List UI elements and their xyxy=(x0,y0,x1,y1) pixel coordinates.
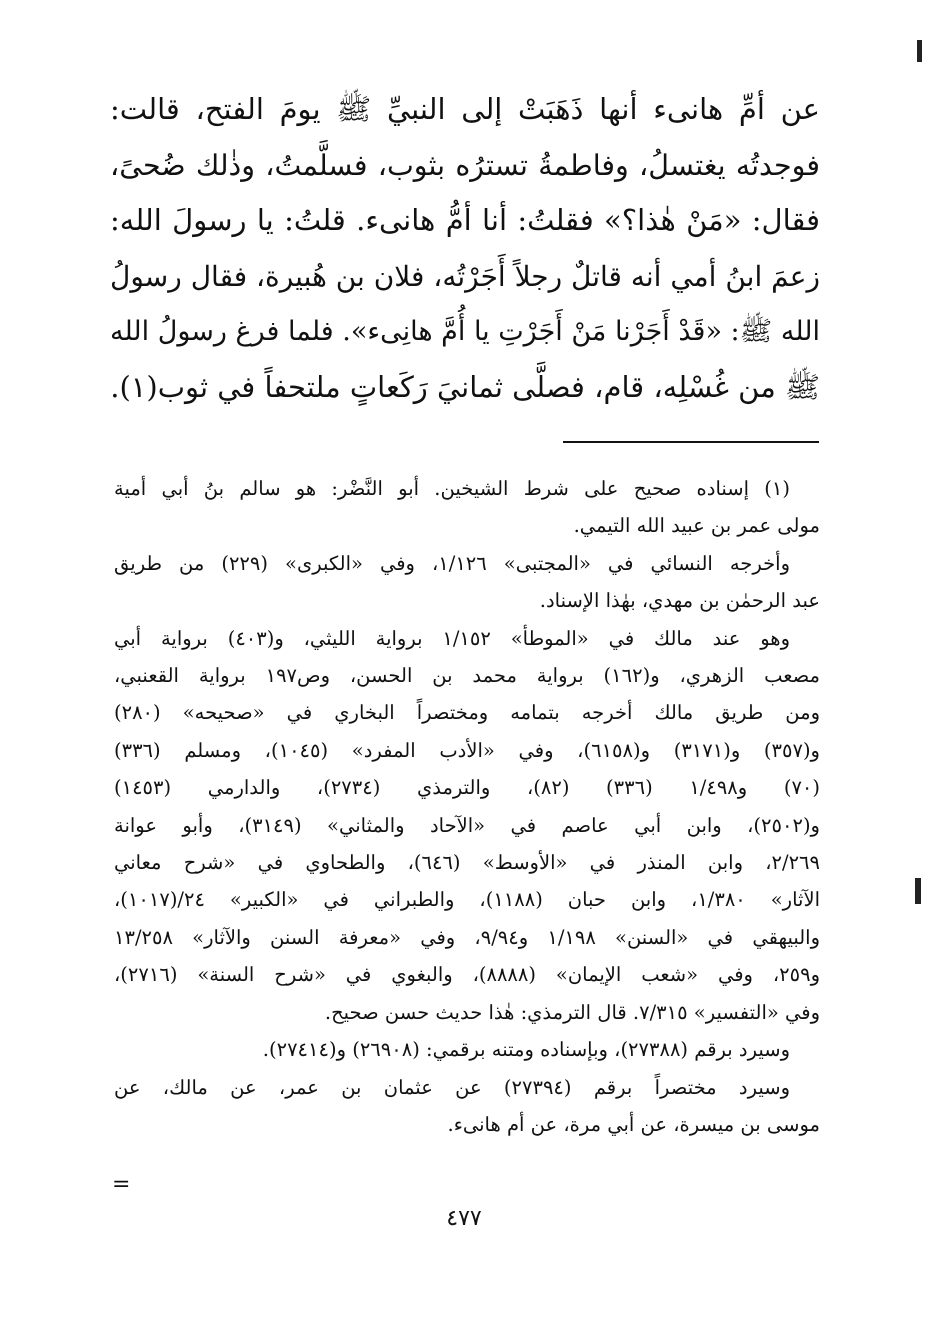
footnote-line: ومن طريق مالك أخرجه بتمامه ومختصراً البخاري في «صحيحه» (٢٨٠) xyxy=(114,701,820,725)
main-text-line: زعمَ ابنُ أمي أنه قاتلٌ رجلاً أَجَرْتُه، فلان بن هُبيرة، فقال رسولُ xyxy=(110,259,820,293)
footnotes-block xyxy=(114,470,820,1143)
footnote-line: موسى بن ميسرة، عن أبي مرة، عن أم هانىء. xyxy=(447,1112,820,1136)
main-text-line: فقال: «مَنْ هٰذا؟» فقلتُ: أنا أمُّ هانىء. قلتُ: يا رسولَ الله: xyxy=(110,203,820,237)
main-text-line: فوجدتُه يغتسلُ، وفاطمةُ تسترُه بثوب، فسلَّمتُ، وذٰلك ضُحىً، xyxy=(110,148,820,182)
footnote-line: وسيرد برقم (٢٧٣٨٨)، وبإسناده ومتنه برقمي: (٢٦٩٠٨) و(٢٧٤١٤). xyxy=(262,1038,790,1062)
continuation-mark: = xyxy=(112,1172,131,1197)
footnote-line: (٧٠) و١/٤٩٨ (٣٣٦) (٨٢)، والترمذي (٢٧٣٤)، والدارمي (١٤٥٣) xyxy=(114,776,820,800)
footnote-line: وسيرد مختصراً برقم (٢٧٣٩٤) عن عثمان بن عمر، عن مالك، عن xyxy=(114,1075,791,1099)
footnote-line: مصعب الزهري، و(١٦٢) برواية محمد بن الحسن، وص١٩٧ برواية القعنبي، xyxy=(114,664,820,688)
main-text-line: ﷺ من غُسْلِه، قام، فصلَّى ثمانيَ رَكَعاتٍ ملتحفاً في ثوب(١). xyxy=(110,369,820,404)
footnote-line: و٢٥٩، وفي «شعب الإيمان» (٨٨٨٨)، والبغوي في «شرح السنة» (٢٧١٦)، xyxy=(114,963,820,987)
footnote-line: مولى عمر بن عبيد الله التيمي. xyxy=(573,514,820,538)
footnote-line: عبد الرحمٰن بن مهدي، بهٰذا الإسناد. xyxy=(539,589,820,613)
footnote-line: و(٣٥٧) و(٣١٧١) و(٦١٥٨)، وفي «الأدب المفرد» (١٠٤٥)، ومسلم (٣٣٦) xyxy=(114,738,820,762)
footnote-line: الآثار» ١/٣٨٠، وابن حبان (١١٨٨)، والطبراني في «الكبير» ٢٤/(١٠١٧)، xyxy=(114,888,820,912)
footnote-line: وهو عند مالك في «الموطأ» ١/١٥٢ برواية الليثي، و(٤٠٣) برواية أبي xyxy=(114,626,791,650)
scan-edge-mark xyxy=(917,40,922,62)
scan-edge-mark xyxy=(915,878,921,904)
main-text-line: الله ﷺ: «قَدْ أَجَرْنا مَنْ أَجَرْتِ يا أُمَّ هانِىء». فلما فرغ رسولُ الله xyxy=(109,316,820,347)
footnote-line: ٢/٢٦٩، وابن المنذر في «الأوسط» (٦٤٦)، والطحاوي في «شرح معاني xyxy=(114,851,820,875)
footnote-line: وأخرجه النسائي في «المجتبى» ١/١٢٦، وفي «الكبرى» (٢٢٩) من طريق xyxy=(114,551,790,575)
footnote-line: والبيهقي في «السنن» ١/١٩٨ و٩/٩٤، وفي «معرفة السنن والآثار» ١٣/٢٥٨ xyxy=(114,925,820,949)
main-text-line: عن أمِّ هانىء أنها ذَهَبَتْ إلى النبيِّ ﷺ يومَ الفتح، قالت: xyxy=(110,92,820,126)
footnote-line: و(٢٥٠٢)، وابن أبي عاصم في «الآحاد والمثاني» (٣١٤٩)، وأبو عوانة xyxy=(114,813,820,837)
main-text-block xyxy=(110,82,820,415)
footnote-line: وفي «التفسير» ٧/٣١٥. قال الترمذي: هٰذا حديث حسن صحيح. xyxy=(324,1000,820,1024)
page-number: ٤٧٧ xyxy=(446,1206,482,1231)
footnote-line: (١) إسناده صحيح على شرط الشيخين. أبو النَّضْر: هو سالم بنُ أبي أمية xyxy=(114,477,790,500)
footnote-separator-rule xyxy=(563,441,819,443)
